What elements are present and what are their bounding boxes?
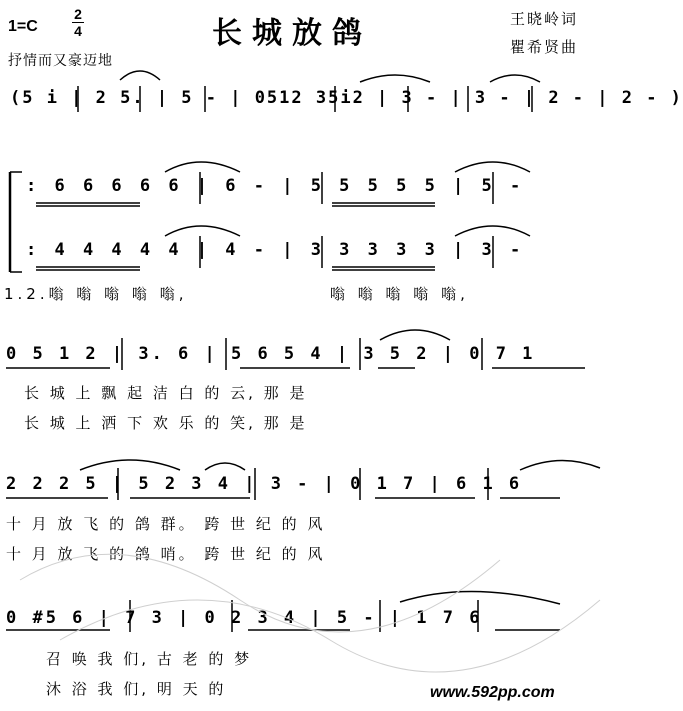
song-title: 长城放鸽 — [212, 16, 372, 51]
tempo-marking: 抒情而又豪迈地 — [8, 53, 113, 69]
composer-credit: 瞿希贤曲 — [510, 38, 579, 56]
line3-notes: 0 5 1 2 | 3. 6 | 5 6 5 4 | 3 5 2 | 0 7 1 — [6, 344, 536, 364]
time-signature-top: 2 — [74, 6, 82, 22]
line3-lyric-verse1: 长 城 上 飘 起 洁 白 的 云, 那 是 — [24, 384, 308, 402]
upper-voice-notes: : 6 6 6 6 6 | 6 - | 5 5 5 5 5 | 5 - — [26, 176, 525, 196]
intro-notes: (5 i | 2 5. | 5 - | 0512 35i2 | 3 - | 3 - | 2 - | 2 - ) — [10, 88, 683, 108]
line4-lyric-verse2: 十 月 放 飞 的 鸽 哨。 跨 世 纪 的 风 — [6, 545, 326, 563]
line5-lyric-verse2: 沐 浴 我 们, 明 天 的 — [46, 680, 227, 698]
time-signature-bottom: 4 — [74, 23, 82, 39]
hum-lyric-part2: 嗡 嗡 嗡 嗡 嗡, — [330, 285, 469, 303]
line4-notes: 2 2 2 5 | 5 2 3 4 | 3 - | 0 1 7 | 6 1 6 — [6, 474, 523, 494]
lower-voice-notes: : 4 4 4 4 4 | 4 - | 3 3 3 3 3 | 3 - — [26, 240, 525, 260]
line5-notes: 0 #5 6 | 7 3 | 0 2 3 4 | 5 - | 1 7 6 — [6, 608, 483, 628]
site-watermark: www.592pp.com — [430, 684, 555, 701]
lyricist-credit: 王晓岭词 — [510, 10, 579, 28]
key-signature: 1=C — [8, 18, 38, 35]
line3-lyric-verse2: 长 城 上 洒 下 欢 乐 的 笑, 那 是 — [24, 414, 308, 432]
hum-lyric-part1: 1.2.嗡 嗡 嗡 嗡 嗡, — [4, 285, 188, 303]
line4-lyric-verse1: 十 月 放 飞 的 鸽 群。 跨 世 纪 的 风 — [6, 515, 326, 533]
line5-lyric-verse1: 召 唤 我 们, 古 老 的 梦 — [46, 650, 253, 668]
